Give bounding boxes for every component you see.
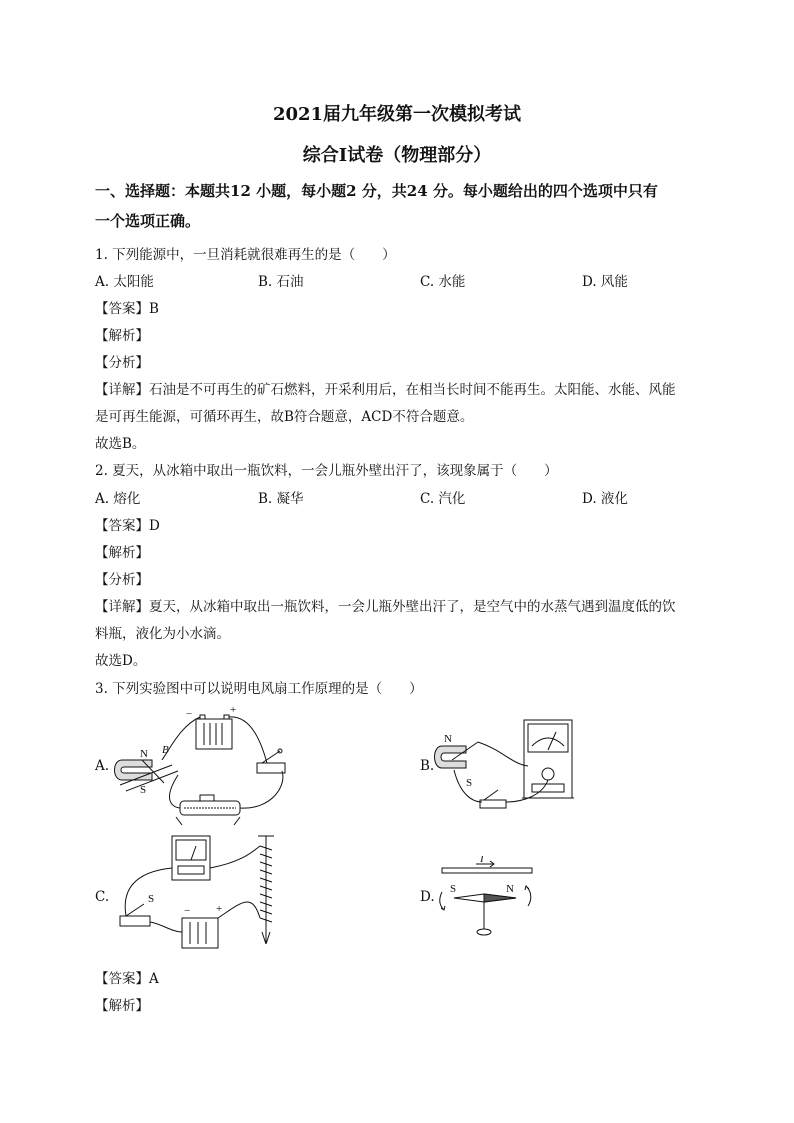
- fig-a-n-label: N: [140, 748, 148, 760]
- q3-stem: 3. 下列实验图中可以说明电风扇工作原理的是（ ）: [95, 681, 423, 697]
- q1-stem: 1. 下列能源中，一旦消耗就很难再生的是（ ）: [95, 247, 396, 263]
- fig-d-i-label: I: [480, 856, 484, 865]
- q1-choose: 故选B。: [95, 436, 146, 452]
- fig-a-b-label: B: [162, 744, 169, 756]
- q1-option-a: A. 太阳能: [95, 274, 154, 290]
- q2-detail-line2: 料瓶，液化为小水滴。: [95, 626, 230, 642]
- figure-b-induction-galvanometer: [432, 716, 582, 812]
- figure-c-electromagnet-circuit: [112, 832, 287, 957]
- fig-d-n-label: N: [506, 883, 514, 895]
- q2-option-b: B. 凝华: [258, 491, 304, 507]
- fig-d-s-label: S: [450, 883, 457, 895]
- q1-answer: 【答案】B: [95, 301, 159, 317]
- q1-analysis: 【解析】: [95, 328, 149, 344]
- q2-detail-line1: 【详解】夏天，从冰箱中取出一瓶饮料，一会儿瓶外壁出汗了，是空气中的水蒸气遇到温度低的饮: [95, 599, 676, 615]
- section-heading-line1: 一、选择题：本题共12 小题，每小题2 分，共24 分。每小题给出的四个选项中只有: [95, 182, 658, 200]
- fig-c-s-label: S: [148, 893, 155, 905]
- fig-a-minus-label: −: [186, 708, 193, 720]
- q2-choose: 故选D。: [95, 653, 147, 669]
- q1-detail-line2: 是可再生能源，可循环再生，故B符合题意，ACD不符合题意。: [95, 409, 474, 425]
- q2-answer: 【答案】D: [95, 518, 160, 534]
- fig-b-s-label: S: [466, 777, 473, 789]
- fig-a-plus-label: +: [230, 705, 237, 716]
- q2-option-c: C. 汽化: [420, 491, 466, 507]
- page-subtitle: 综合I试卷（物理部分）: [302, 145, 492, 166]
- fig-b-n-label: N: [444, 733, 452, 745]
- q3-label-b: B.: [420, 758, 435, 774]
- q2-option-a: A. 熔化: [95, 491, 141, 507]
- q2-analysis: 【解析】: [95, 545, 149, 561]
- q3-answer: 【答案】A: [95, 971, 159, 987]
- q3-label-d: D.: [420, 889, 435, 905]
- q1-detail-line1: 【详解】石油是不可再生的矿石燃料，开采利用后，在相当长时间不能再生。太阳能、水能、风能: [95, 382, 676, 398]
- figure-d-oersted-compass: [432, 856, 542, 942]
- q3-analysis: 【解析】: [95, 998, 149, 1014]
- q2-stem: 2. 夏天，从冰箱中取出一瓶饮料，一会儿瓶外壁出汗了，该现象属于（ ）: [95, 463, 558, 479]
- fig-a-s-label: S: [140, 784, 147, 796]
- q1-option-b: B. 石油: [258, 274, 304, 290]
- q2-fenxi: 【分析】: [95, 572, 149, 588]
- q2-option-d: D. 液化: [582, 491, 628, 507]
- fig-c-minus-label: −: [184, 905, 191, 917]
- page-title: 2021届九年级第一次模拟考试: [272, 104, 522, 125]
- q1-option-d: D. 风能: [582, 274, 628, 290]
- q1-option-c: C. 水能: [420, 274, 466, 290]
- section-heading-line2: 一个选项正确。: [95, 212, 201, 230]
- figure-a-motor-circuit: [112, 705, 302, 830]
- q1-fenxi: 【分析】: [95, 355, 149, 371]
- fig-c-plus-label: +: [216, 903, 223, 915]
- q3-label-a: A.: [95, 758, 110, 774]
- q3-label-c: C.: [95, 889, 110, 905]
